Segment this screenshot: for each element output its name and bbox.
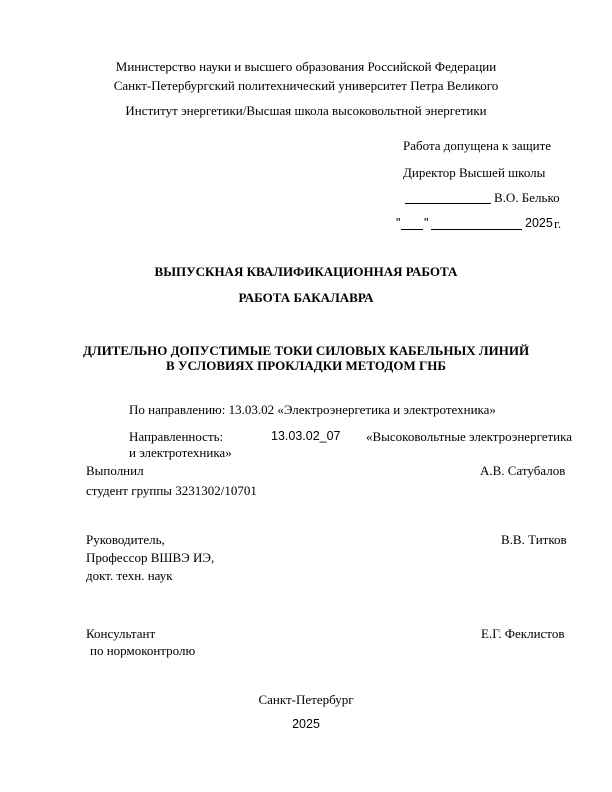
institute-line: Институт энергетики/Высшая школа высоковольтной энергетики	[125, 103, 487, 118]
consultant-label: Консультант	[86, 626, 156, 641]
footer-city: Санкт-Петербург	[258, 692, 354, 707]
ministry-line: Министерство науки и высшего образования Российской Федерации	[115, 59, 497, 74]
approval-year: 2025	[525, 216, 553, 230]
director-title: Директор Высшей школы	[403, 165, 546, 180]
supervisor-name: В.В. Титков	[501, 532, 567, 547]
admitted-to-defense: Работа допущена к защите	[403, 138, 552, 153]
university-line: Санкт-Петербургский политехнический университет Петра Великого	[113, 78, 499, 93]
author-label: Выполнил	[86, 463, 144, 478]
profile-code: 13.03.02_07	[271, 429, 341, 443]
supervisor-position: Профессор ВШВЭ ИЭ,	[86, 550, 215, 565]
date-month-line	[431, 229, 522, 230]
footer-year: 2025	[292, 717, 320, 731]
date-day-line	[401, 229, 423, 230]
work-subtype: РАБОТА БАКАЛАВРА	[238, 290, 374, 305]
date-quote-close: "	[424, 216, 429, 230]
approval-year-suffix: г.	[554, 216, 562, 231]
thesis-title-line1: ДЛИТЕЛЬНО ДОПУСТИМЫЕ ТОКИ СИЛОВЫХ КАБЕЛЬНЫХ ЛИНИЙ	[82, 343, 530, 358]
director-signature-line	[405, 203, 491, 204]
author-name: А.В. Сатубалов	[480, 463, 566, 478]
author-group: студент группы 3231302/10701	[86, 483, 257, 498]
work-type: ВЫПУСКНАЯ КВАЛИФИКАЦИОННАЯ РАБОТА	[154, 264, 458, 279]
profile-label: Направленность:	[129, 429, 224, 444]
thesis-title-line2: В УСЛОВИЯХ ПРОКЛАДКИ МЕТОДОМ ГНБ	[166, 358, 446, 373]
supervisor-label: Руководитель,	[86, 532, 165, 547]
profile-name-line1: «Высоковольтные электроэнергетика	[366, 429, 573, 444]
supervisor-degree: докт. техн. наук	[86, 568, 173, 583]
profile-name-line2: и электротехника»	[129, 445, 232, 460]
date-quote-open: "	[396, 216, 401, 230]
consultant-role: по нормоконтролю	[90, 643, 196, 658]
direction-line: По направлению: 13.03.02 «Электроэнергетика и электротехника»	[129, 402, 496, 417]
director-name: В.О. Белько	[494, 190, 560, 205]
consultant-name: Е.Г. Феклистов	[481, 626, 565, 641]
